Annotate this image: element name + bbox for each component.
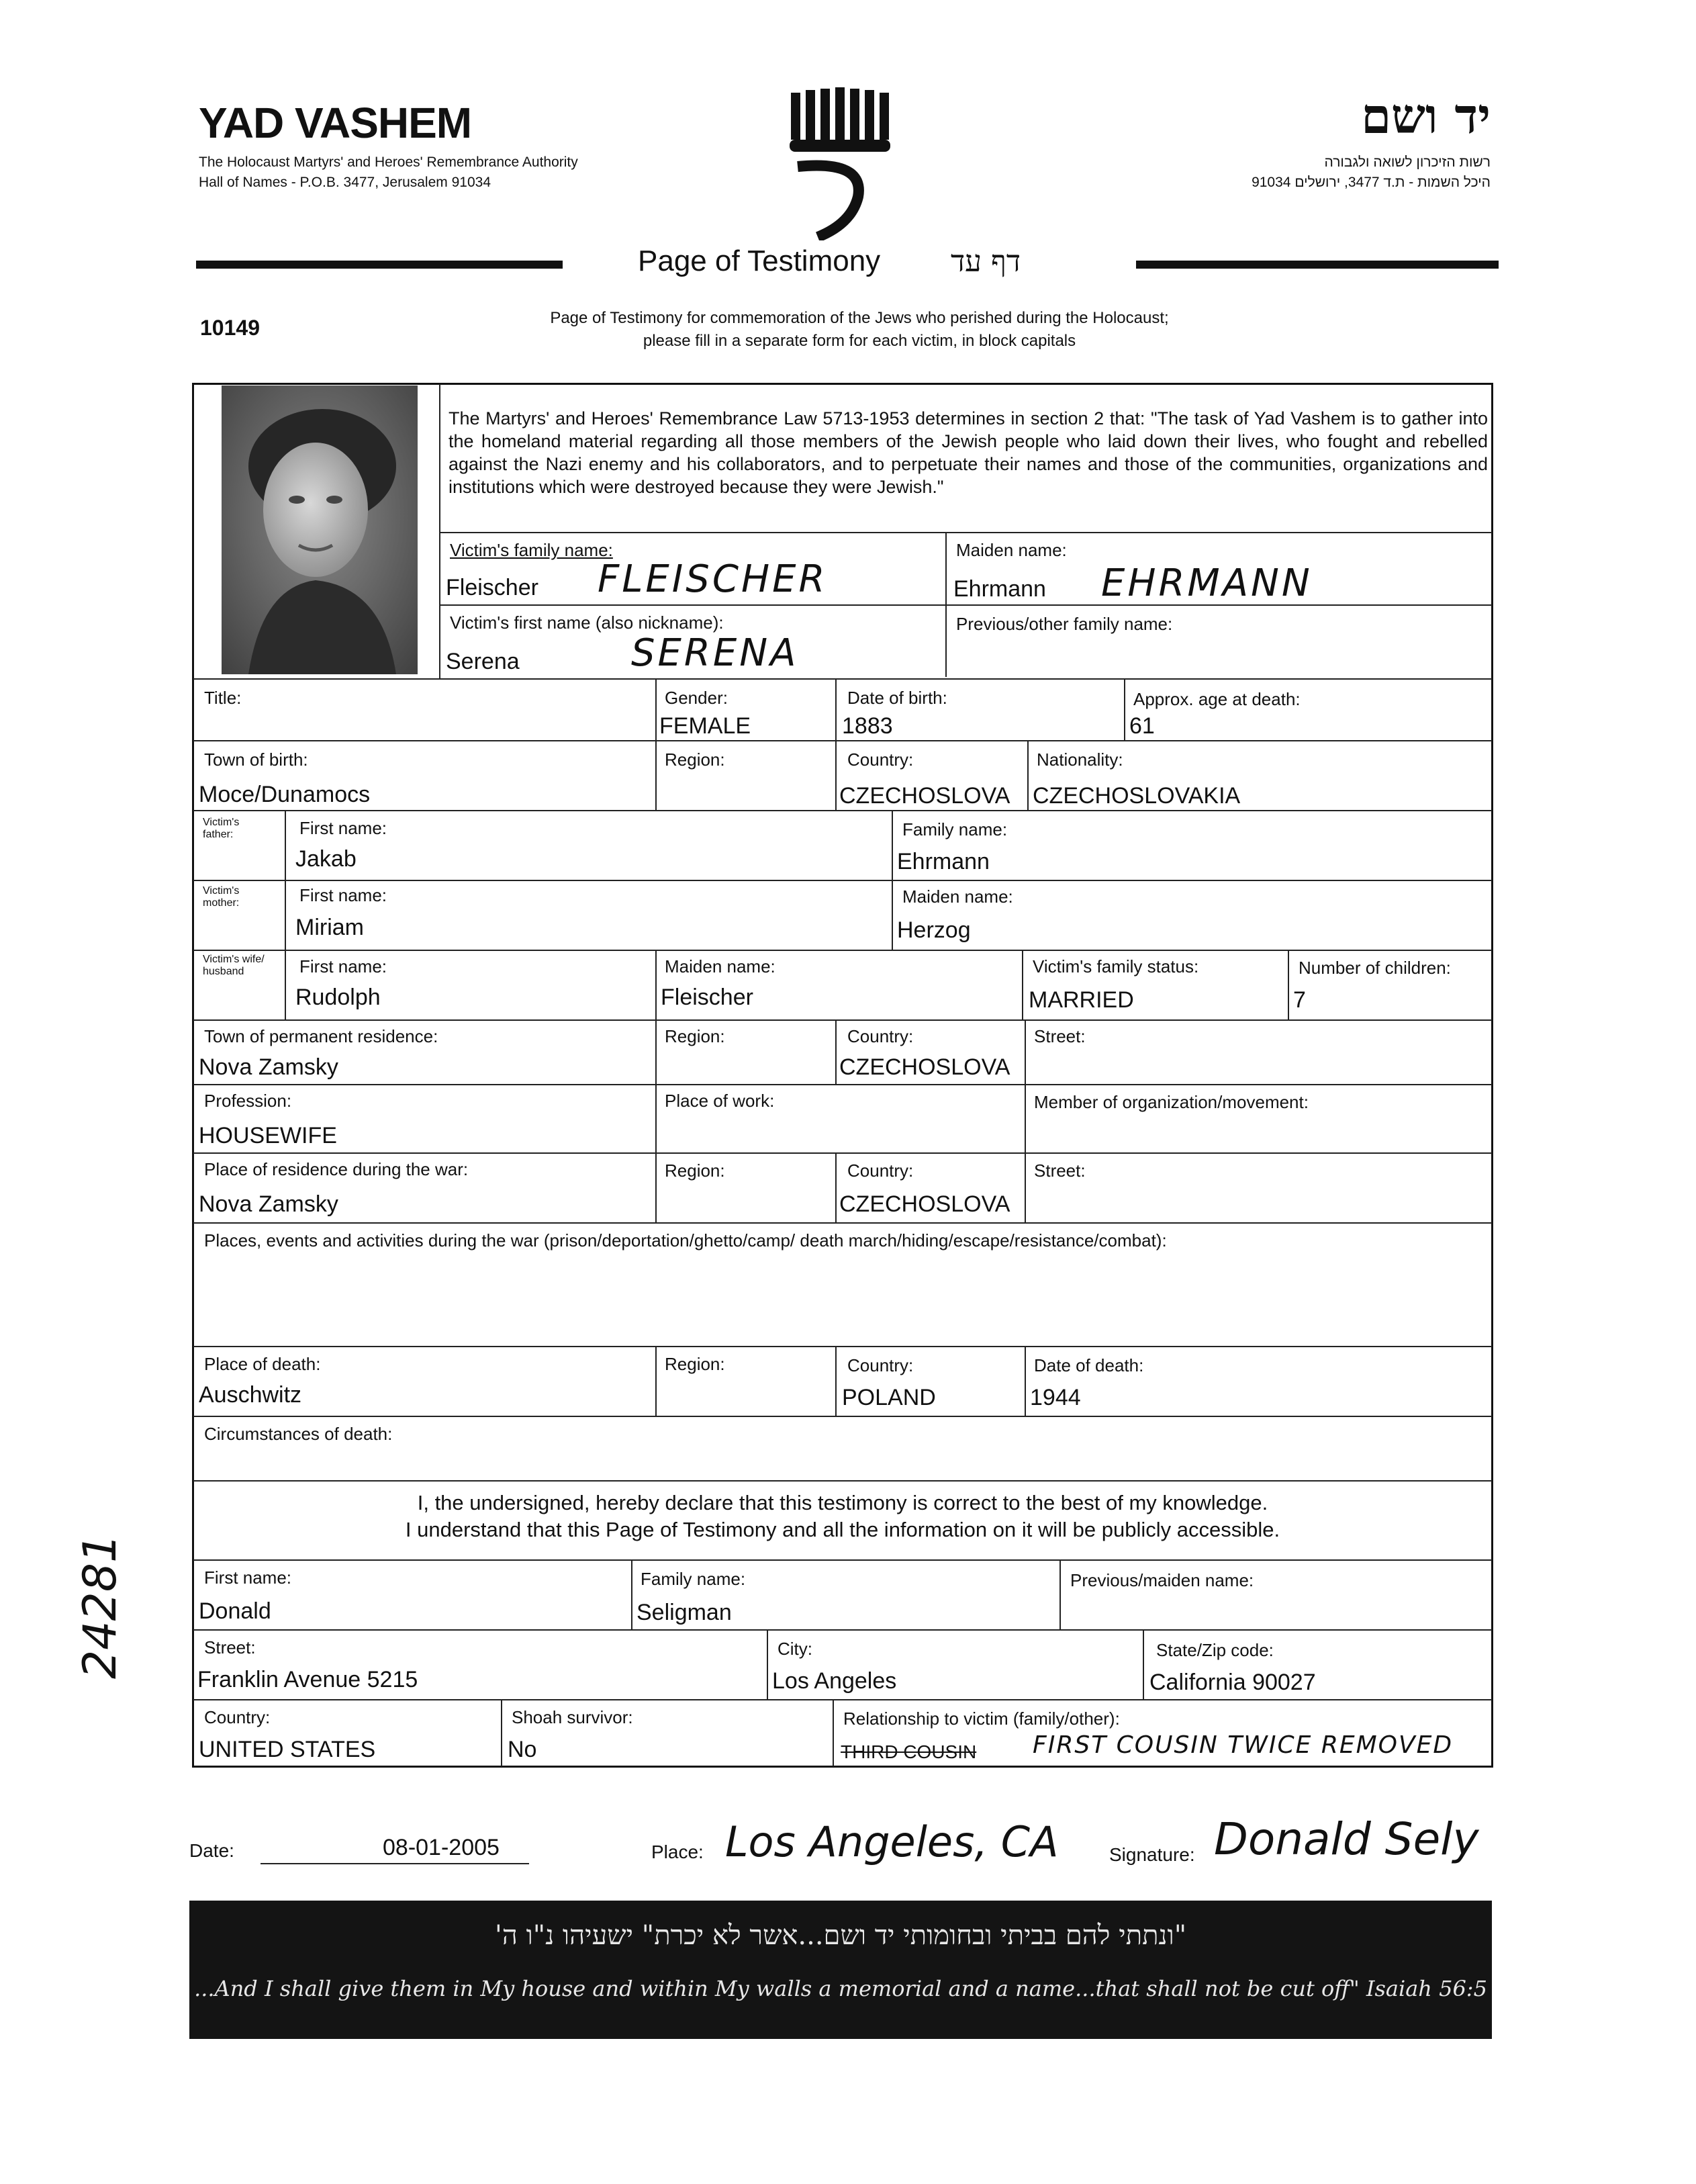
org-address: Hall of Names - P.O.B. 3477, Jerusalem 91034 bbox=[199, 175, 491, 190]
age-at-death-label: Approx. age at death: bbox=[1133, 689, 1301, 709]
date-of-birth: 1883 bbox=[842, 713, 893, 739]
residence-region-label: Region: bbox=[665, 1026, 725, 1046]
rule bbox=[655, 950, 657, 1019]
rule bbox=[835, 1152, 837, 1222]
menorah-logo bbox=[784, 86, 892, 240]
rule bbox=[193, 1480, 1492, 1482]
submitter-family-name-label: Family name: bbox=[641, 1569, 746, 1589]
relationship-handwritten: FIRST COUSIN TWICE REMOVED bbox=[1033, 1731, 1454, 1759]
banner-english: ...And I shall give them in My house and within My walls a memorial and a name...that shall not be cut off" Isaiah 56:5 bbox=[194, 1976, 1487, 2001]
page-title: Page of Testimony bbox=[638, 244, 881, 277]
submitter-city-label: City: bbox=[778, 1639, 812, 1659]
wartime-residence: Nova Zamsky bbox=[199, 1191, 338, 1217]
rule bbox=[835, 740, 837, 810]
victim-family-name: Fleischer bbox=[446, 575, 538, 600]
residence-country-label: Country: bbox=[847, 1026, 914, 1046]
declaration bbox=[195, 1490, 1491, 1543]
rule bbox=[835, 1019, 837, 1084]
mother-first-name: Miriam bbox=[295, 915, 364, 940]
wartime-country: CZECHOSLOVA bbox=[839, 1191, 1010, 1217]
nationality: CZECHOSLOVAKIA bbox=[1033, 783, 1241, 809]
mother-first-name-label: First name: bbox=[299, 885, 387, 905]
submitter-street: Franklin Avenue 5215 bbox=[197, 1667, 418, 1692]
rule bbox=[193, 740, 1492, 741]
rule bbox=[655, 678, 657, 740]
submitter-street-label: Street: bbox=[204, 1637, 256, 1657]
hebrew-org-address: היכל השמות - ת.ד 3477, ירושלים 91034 bbox=[1252, 175, 1491, 190]
place-of-work-label: Place of work: bbox=[665, 1091, 775, 1111]
rule bbox=[440, 604, 1492, 606]
town-of-birth-label: Town of birth: bbox=[204, 749, 308, 770]
victim-first-name-label: Victim's first name (also nickname): bbox=[450, 612, 724, 633]
rule bbox=[193, 1629, 1492, 1631]
shoah-survivor-label: Shoah survivor: bbox=[512, 1707, 633, 1727]
rule bbox=[892, 810, 893, 880]
hebrew-org-name: יד ושם bbox=[1361, 87, 1491, 144]
submitter-first-name: Donald bbox=[199, 1598, 271, 1624]
member-organization-label: Member of organization/movement: bbox=[1034, 1092, 1309, 1112]
rule bbox=[193, 950, 1492, 951]
quote-banner bbox=[189, 1901, 1492, 2039]
mother-maiden-name: Herzog bbox=[897, 917, 971, 943]
org-name: YAD VASHEM bbox=[199, 99, 472, 147]
rule bbox=[193, 1019, 1492, 1021]
rule bbox=[767, 1629, 768, 1699]
gender-label: Gender: bbox=[665, 688, 728, 708]
family-status: MARRIED bbox=[1029, 987, 1134, 1013]
rule bbox=[1124, 678, 1125, 740]
previous-family-name-label: Previous/other family name: bbox=[956, 614, 1173, 634]
family-status-label: Victim's family status: bbox=[1033, 956, 1199, 976]
profession-label: Profession: bbox=[204, 1091, 292, 1111]
place-of-death: Auschwitz bbox=[199, 1382, 302, 1408]
rule bbox=[655, 1346, 657, 1416]
rule bbox=[892, 880, 893, 950]
signature-label: Signature: bbox=[1109, 1844, 1195, 1865]
profession: HOUSEWIFE bbox=[199, 1123, 337, 1148]
gender-value: FEMALE bbox=[659, 713, 751, 739]
father-first-name: Jakab bbox=[295, 846, 357, 872]
victim-family-name-label: Victim's family name: bbox=[450, 540, 613, 560]
rule bbox=[833, 1699, 834, 1766]
residence-street-label: Street: bbox=[1034, 1026, 1086, 1046]
side-handwritten-number: 24281 bbox=[74, 1533, 127, 1679]
rule bbox=[193, 810, 1492, 811]
victim-photo bbox=[222, 385, 418, 674]
rule bbox=[193, 1346, 1492, 1347]
date-label: Date: bbox=[189, 1840, 234, 1861]
document-number: 10149 bbox=[200, 316, 260, 340]
permanent-residence: Nova Zamsky bbox=[199, 1054, 338, 1080]
rule bbox=[835, 1346, 837, 1416]
wartime-region-label: Region: bbox=[665, 1161, 725, 1181]
rule bbox=[193, 1699, 1492, 1700]
death-country-label: Country: bbox=[847, 1355, 914, 1375]
place-of-death-label: Place of death: bbox=[204, 1354, 321, 1374]
org-subtitle: The Holocaust Martyrs' and Heroes' Remembrance Authority bbox=[199, 154, 578, 170]
date-of-death-label: Date of death: bbox=[1034, 1355, 1144, 1375]
region-label: Region: bbox=[665, 749, 725, 770]
date-of-death: 1944 bbox=[1030, 1385, 1081, 1410]
submitter-previous-name-label: Previous/maiden name: bbox=[1070, 1570, 1254, 1590]
town-of-birth: Moce/Dunamocs bbox=[199, 782, 371, 807]
instruction-line-2: please fill in a separate form for each victim, in block capitals bbox=[643, 332, 1076, 350]
father-first-name-label: First name: bbox=[299, 818, 387, 838]
rule bbox=[1143, 1629, 1144, 1699]
rule bbox=[1025, 1019, 1026, 1222]
submitter-first-name-label: First name: bbox=[204, 1567, 292, 1588]
photo-divider bbox=[439, 384, 440, 678]
death-country: POLAND bbox=[842, 1385, 936, 1410]
mother-side-label: Victim's mother: bbox=[203, 885, 240, 909]
father-family-name-label: Family name: bbox=[902, 819, 1008, 839]
relationship-struck: THIRD COUSIN bbox=[841, 1741, 977, 1762]
maiden-name: Ehrmann bbox=[953, 576, 1046, 602]
rule bbox=[1288, 950, 1289, 1019]
father-family-name: Ehrmann bbox=[897, 849, 990, 874]
spouse-maiden-name: Fleischer bbox=[661, 985, 753, 1010]
spouse-side-label: Victim's wife/ husband bbox=[203, 954, 265, 977]
permanent-residence-label: Town of permanent residence: bbox=[204, 1026, 438, 1046]
banner-hebrew: "ונתתי להם בביתי ובחומותי יד ושם...אשר לא יכרת" ישעיהו נ"ו ה' bbox=[494, 1920, 1187, 1951]
submitter-state-label: State/Zip code: bbox=[1156, 1640, 1274, 1660]
children-label: Number of children: bbox=[1299, 958, 1451, 978]
rule bbox=[1022, 950, 1023, 1019]
rule bbox=[193, 1416, 1492, 1417]
rule bbox=[193, 1222, 1492, 1224]
date-underline bbox=[261, 1863, 529, 1864]
victim-first-name: Serena bbox=[446, 649, 520, 674]
maiden-name-label: Maiden name: bbox=[956, 540, 1067, 560]
country-label: Country: bbox=[847, 749, 914, 770]
rule bbox=[193, 1152, 1492, 1154]
declaration-line-2: I understand that this Page of Testimony and all the information on it will be publicly accessible. bbox=[405, 1518, 1280, 1541]
rule bbox=[193, 880, 1492, 881]
wartime-street-label: Street: bbox=[1034, 1161, 1086, 1181]
header-rule-left bbox=[196, 261, 563, 269]
rule bbox=[1027, 740, 1029, 810]
rule bbox=[631, 1559, 632, 1629]
victim-first-name-handwritten: SERENA bbox=[631, 631, 799, 675]
wartime-country-label: Country: bbox=[847, 1161, 914, 1181]
date-value: 08-01-2005 bbox=[383, 1835, 500, 1860]
wartime-residence-label: Place of residence during the war: bbox=[204, 1159, 469, 1179]
rule bbox=[655, 740, 657, 810]
rule bbox=[285, 810, 286, 1019]
age-at-death: 61 bbox=[1129, 713, 1155, 739]
country-of-birth: CZECHOSLOVA bbox=[839, 783, 1010, 809]
father-side-label: Victim's father: bbox=[203, 817, 240, 840]
victim-family-name-handwritten: FLEISCHER bbox=[598, 557, 828, 601]
relationship-label: Relationship to victim (family/other): bbox=[843, 1709, 1120, 1729]
children-count: 7 bbox=[1293, 987, 1306, 1013]
instruction-line-1: Page of Testimony for commemoration of the Jews who perished during the Holocaust; bbox=[550, 309, 1169, 327]
law-text: The Martyrs' and Heroes' Remembrance Law 5713-1953 determines in section 2 that: "The task of Yad Vashem is to gather into the homeland material regarding all those members of the Jewish people who laid down their lives, who fought and rebelled against the Nazi enemy and his collaborators, and to perpetuate their names and those of the communities, organizations and institutions which were destroyed because they were Jewish." bbox=[449, 408, 1488, 497]
mother-maiden-name-label: Maiden name: bbox=[902, 886, 1013, 907]
rule bbox=[835, 678, 837, 740]
submitter-country-label: Country: bbox=[204, 1707, 271, 1727]
rule bbox=[193, 1559, 1492, 1561]
submitter-city: Los Angeles bbox=[772, 1668, 897, 1694]
hebrew-org-subtitle: רשות הזיכרון לשואה ולגבורה bbox=[1324, 154, 1491, 170]
spouse-maiden-name-label: Maiden name: bbox=[665, 956, 775, 976]
rule bbox=[501, 1699, 502, 1766]
title-label: Title: bbox=[204, 688, 242, 708]
submitter-country: UNITED STATES bbox=[199, 1737, 376, 1762]
nationality-label: Nationality: bbox=[1037, 749, 1123, 770]
rule bbox=[1025, 1346, 1026, 1416]
residence-country: CZECHOSLOVA bbox=[839, 1054, 1010, 1080]
rule bbox=[440, 532, 1492, 533]
wartime-events-label: Places, events and activities during the war (prison/deportation/ghetto/camp/ death march/hiding/escape/resistance/combat): bbox=[204, 1230, 1167, 1250]
rule bbox=[193, 1084, 1492, 1085]
rule bbox=[655, 1019, 657, 1222]
header-rule-right bbox=[1136, 261, 1499, 269]
submitter-family-name: Seligman bbox=[637, 1600, 732, 1625]
spouse-first-name: Rudolph bbox=[295, 985, 381, 1010]
hebrew-page-title: דף עד bbox=[951, 244, 1021, 279]
death-region-label: Region: bbox=[665, 1354, 725, 1374]
date-of-birth-label: Date of birth: bbox=[847, 688, 947, 708]
declaration-line-1: I, the undersigned, hereby declare that this testimony is correct to the best of my knowledge. bbox=[417, 1491, 1268, 1514]
rule bbox=[1059, 1559, 1061, 1629]
spouse-first-name-label: First name: bbox=[299, 956, 387, 976]
signature-handwritten: Donald Sely bbox=[1214, 1813, 1479, 1865]
rule bbox=[193, 678, 1492, 680]
maiden-name-handwritten: EHRMANN bbox=[1101, 561, 1313, 605]
place-handwritten: Los Angeles, CA bbox=[725, 1817, 1059, 1866]
shoah-survivor: No bbox=[508, 1737, 537, 1762]
place-label: Place: bbox=[651, 1841, 704, 1862]
submitter-state-zip: California 90027 bbox=[1149, 1670, 1316, 1695]
circumstances-of-death-label: Circumstances of death: bbox=[204, 1424, 393, 1444]
